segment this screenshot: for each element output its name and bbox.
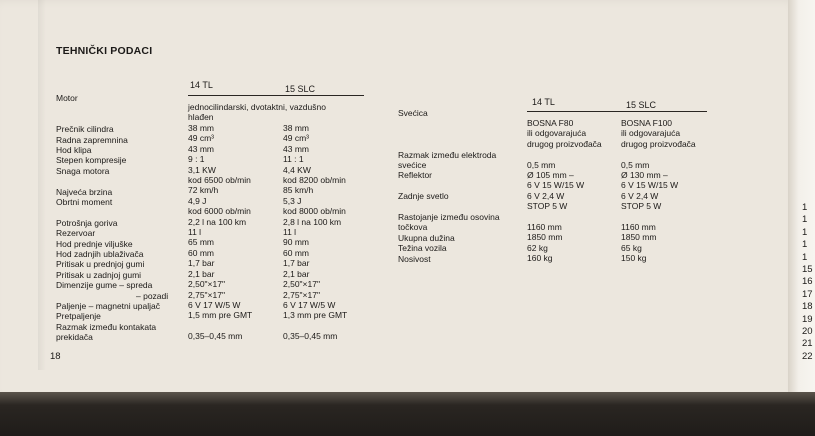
spec-value-14tl: 38 mm <box>188 123 214 133</box>
spec-value-15slc: 49 cm³ <box>283 133 309 144</box>
left-header-15slc: 15 SLC <box>285 84 316 94</box>
spec-label: Pritisak u zadnjoj gumi <box>56 269 142 280</box>
spec-label: Obrtni moment <box>56 197 113 208</box>
spec-value-15slc: drugog proizvođača <box>621 138 696 149</box>
spec-value-14tl: 2,1 bar <box>188 268 215 279</box>
spec-value-14tl: 3,1 KW <box>188 164 216 175</box>
spec-value-14tl: Ø 105 mm – <box>527 170 574 181</box>
spec-label: Reflektor <box>398 170 433 181</box>
spec-label: Nosivost <box>398 253 431 264</box>
adjacent-page-line-number: 1 <box>802 202 808 213</box>
adjacent-page-line-number: 1 <box>802 214 808 226</box>
adjacent-page-line-number: 21 <box>802 338 813 350</box>
spec-value-14tl: 6 V 15 W/15 W <box>527 180 585 191</box>
spec-label: Zadnje svetlo <box>398 191 449 202</box>
spec-label: točkova <box>398 222 428 233</box>
spec-value-14tl: 0,5 mm <box>527 159 556 170</box>
spec-value-14tl: BOSNA F80 <box>527 118 574 128</box>
blank-line <box>283 321 347 331</box>
spec-value-14tl: 2,50"×17" <box>188 279 225 290</box>
left-header-14tl: 14 TL <box>190 80 213 90</box>
spec-value-15slc: BOSNA F100 <box>621 118 673 128</box>
spec-label: Snaga motora <box>56 165 110 176</box>
spec-value-14tl: 43 mm <box>188 143 214 154</box>
spec-value-14tl: 6 V 17 W/5 W <box>188 299 241 310</box>
blank-line <box>398 139 500 149</box>
spec-value-14tl: 72 km/h <box>188 185 219 196</box>
spec-label: Stepen kompresije <box>56 155 127 166</box>
spec-value-14tl: 65 mm <box>188 237 214 248</box>
spec-value-14tl: 4,9 J <box>188 195 207 206</box>
spec-label: Rezervoar <box>56 228 96 239</box>
right-header-15slc: 15 SLC <box>626 100 657 110</box>
blank-line <box>56 207 168 217</box>
blank-line <box>398 202 500 212</box>
spec-label: Radna zapremnina <box>56 134 128 145</box>
adjacent-page-line-number: 19 <box>802 313 813 325</box>
right-values-14tl <box>527 118 602 264</box>
spec-label: Razmak između kontakata <box>56 321 157 332</box>
right-header-14tl: 14 TL <box>532 97 555 107</box>
left-header-rule <box>188 95 364 96</box>
spec-value-14tl: 60 mm <box>188 247 214 258</box>
spec-value-15slc: Ø 130 mm – <box>621 170 668 181</box>
blank-line <box>56 114 168 124</box>
spec-value-15slc: 4,4 KW <box>283 164 311 175</box>
right-labels-column <box>398 108 500 264</box>
spec-value-14tl: ili odgovarajuća <box>527 128 587 139</box>
adjacent-page-line-number: 20 <box>802 326 813 338</box>
spec-value-15slc: 85 km/h <box>283 185 314 196</box>
spec-value-14tl: 11 l <box>188 227 202 238</box>
spec-value-15slc: 11 l <box>283 227 297 238</box>
blank-line <box>527 149 602 159</box>
spec-value-15slc: 11 : 1 <box>283 154 304 165</box>
spec-label: – pozadi <box>136 290 169 301</box>
adjacent-page-line-number: 1 <box>802 226 808 238</box>
spec-label: Prečnik cilindra <box>56 124 114 135</box>
spec-value-15slc: 65 kg <box>621 242 642 253</box>
spec-label: Hod prednje viljuške <box>56 238 133 249</box>
spec-value-15slc: 0,35–0,45 mm <box>283 331 338 342</box>
spec-label: Razmak između elektroda <box>398 149 497 160</box>
blank-line <box>398 118 500 128</box>
engine-description <box>188 102 326 123</box>
spec-label: Pritisak u prednjoj gumi <box>56 259 145 270</box>
page-gutter <box>38 0 46 370</box>
adjacent-page-line-number: 18 <box>802 301 813 313</box>
spec-value-14tl: STOP 5 W <box>527 201 568 212</box>
blank-line <box>621 149 696 159</box>
spec-value-15slc: STOP 5 W <box>621 201 662 212</box>
page-number: 18 <box>50 351 61 362</box>
spec-label: Hod klipa <box>56 145 92 155</box>
spec-value-15slc: 150 kg <box>621 253 647 264</box>
spec-value-14tl: 62 kg <box>527 242 548 253</box>
engine-description-line2: hlađen <box>188 112 214 123</box>
spec-value-15slc: 1850 mm <box>621 232 657 243</box>
blank-line <box>56 103 168 113</box>
spec-value-15slc: 1,7 bar <box>283 258 310 269</box>
spec-value-14tl: 1160 mm <box>527 222 562 233</box>
spec-value-15slc: ili odgovarajuća <box>621 128 681 139</box>
blank-line <box>188 321 252 331</box>
blank-line <box>56 176 168 186</box>
spec-value-14tl: kod 6000 ob/min <box>188 206 251 217</box>
spec-label: prekidača <box>56 332 93 343</box>
spec-value-14tl: 2,2 l na 100 km <box>188 216 247 227</box>
engine-description-line1: jednocilindarski, dvotaktni, vazdušno <box>188 102 326 112</box>
spec-label: Svećica <box>398 108 428 118</box>
spec-value-15slc: 60 mm <box>283 247 309 258</box>
blank-line <box>621 212 696 222</box>
spec-label: Dimenzije gume – spreda <box>56 280 153 291</box>
spec-value-14tl: 1850 mm <box>527 232 563 243</box>
spec-value-14tl: 160 kg <box>527 253 553 264</box>
spec-label: svećice <box>398 159 427 170</box>
spec-value-15slc: 2,8 l na 100 km <box>283 216 342 227</box>
adjacent-page-line-number: 15 <box>802 264 813 276</box>
desk-shadow <box>0 392 815 436</box>
adjacent-page-numbers <box>802 202 813 363</box>
spec-label: Pretpaljenje <box>56 311 101 322</box>
spec-value-14tl: 0,35–0,45 mm <box>188 331 243 342</box>
spec-label: Potrošnja goriva <box>56 217 118 228</box>
spec-value-15slc: 5,3 J <box>283 195 302 206</box>
adjacent-page-line-number: 16 <box>802 276 813 288</box>
spec-value-14tl: 2,75"×17" <box>188 289 225 300</box>
spec-value-14tl: 9 : 1 <box>188 154 205 165</box>
spec-value-14tl: 6 V 2,4 W <box>527 190 565 201</box>
spec-value-15slc: 1160 mm <box>621 222 656 233</box>
spec-value-15slc: 90 mm <box>283 237 309 248</box>
adjacent-page-line-number: 22 <box>802 350 813 362</box>
left-labels-column <box>56 93 168 343</box>
blank-line <box>398 129 500 139</box>
spec-value-15slc: 0,5 mm <box>621 159 650 170</box>
spec-value-15slc: 6 V 15 W/15 W <box>621 180 679 191</box>
spec-value-15slc: kod 8200 ob/min <box>283 175 346 186</box>
spec-value-15slc: 2,1 bar <box>283 268 310 279</box>
spec-label: Rastojanje između osovina <box>398 211 500 222</box>
spec-value-15slc: kod 8000 ob/min <box>283 206 346 217</box>
spec-label: Paljenje – magnetni upaljač <box>56 301 160 312</box>
spec-value-15slc: 43 mm <box>283 143 309 154</box>
adjacent-page-line-number: 17 <box>802 288 813 300</box>
blank-line <box>527 212 602 222</box>
spec-label: Najveća brzina <box>56 186 113 197</box>
right-header-rule <box>527 111 707 112</box>
spec-label: Težina vozila <box>398 243 447 254</box>
spec-value-15slc: 2,50"×17" <box>283 279 320 290</box>
adjacent-page-line-number: 1 <box>802 239 808 251</box>
spec-value-14tl: 1,5 mm pre GMT <box>188 310 253 321</box>
page-title: TEHNIČKI PODACI <box>56 45 153 57</box>
left-values-15slc <box>283 123 347 342</box>
adjacent-page-line-number: 1 <box>802 251 808 263</box>
spec-value-14tl: 1,7 bar <box>188 258 215 269</box>
spec-value-14tl: kod 6500 ob/min <box>188 175 251 186</box>
spec-value-15slc: 1,3 mm pre GMT <box>283 310 348 321</box>
spec-value-15slc: 2,75"×17" <box>283 289 320 300</box>
spec-value-14tl: 49 cm³ <box>188 133 214 144</box>
spec-label: Hod zadnjih ublaživača <box>56 249 144 260</box>
spec-value-15slc: 6 V 2,4 W <box>621 190 659 201</box>
spec-label: Motor <box>56 93 78 103</box>
right-values-15slc <box>621 118 696 264</box>
blank-line <box>398 181 500 191</box>
spec-value-15slc: 38 mm <box>283 123 309 133</box>
left-values-14tl <box>188 123 252 342</box>
spec-label: Ukupna dužina <box>398 232 455 243</box>
spec-value-14tl: drugog proizvođača <box>527 138 602 149</box>
spec-value-15slc: 6 V 17 W/5 W <box>283 299 336 310</box>
